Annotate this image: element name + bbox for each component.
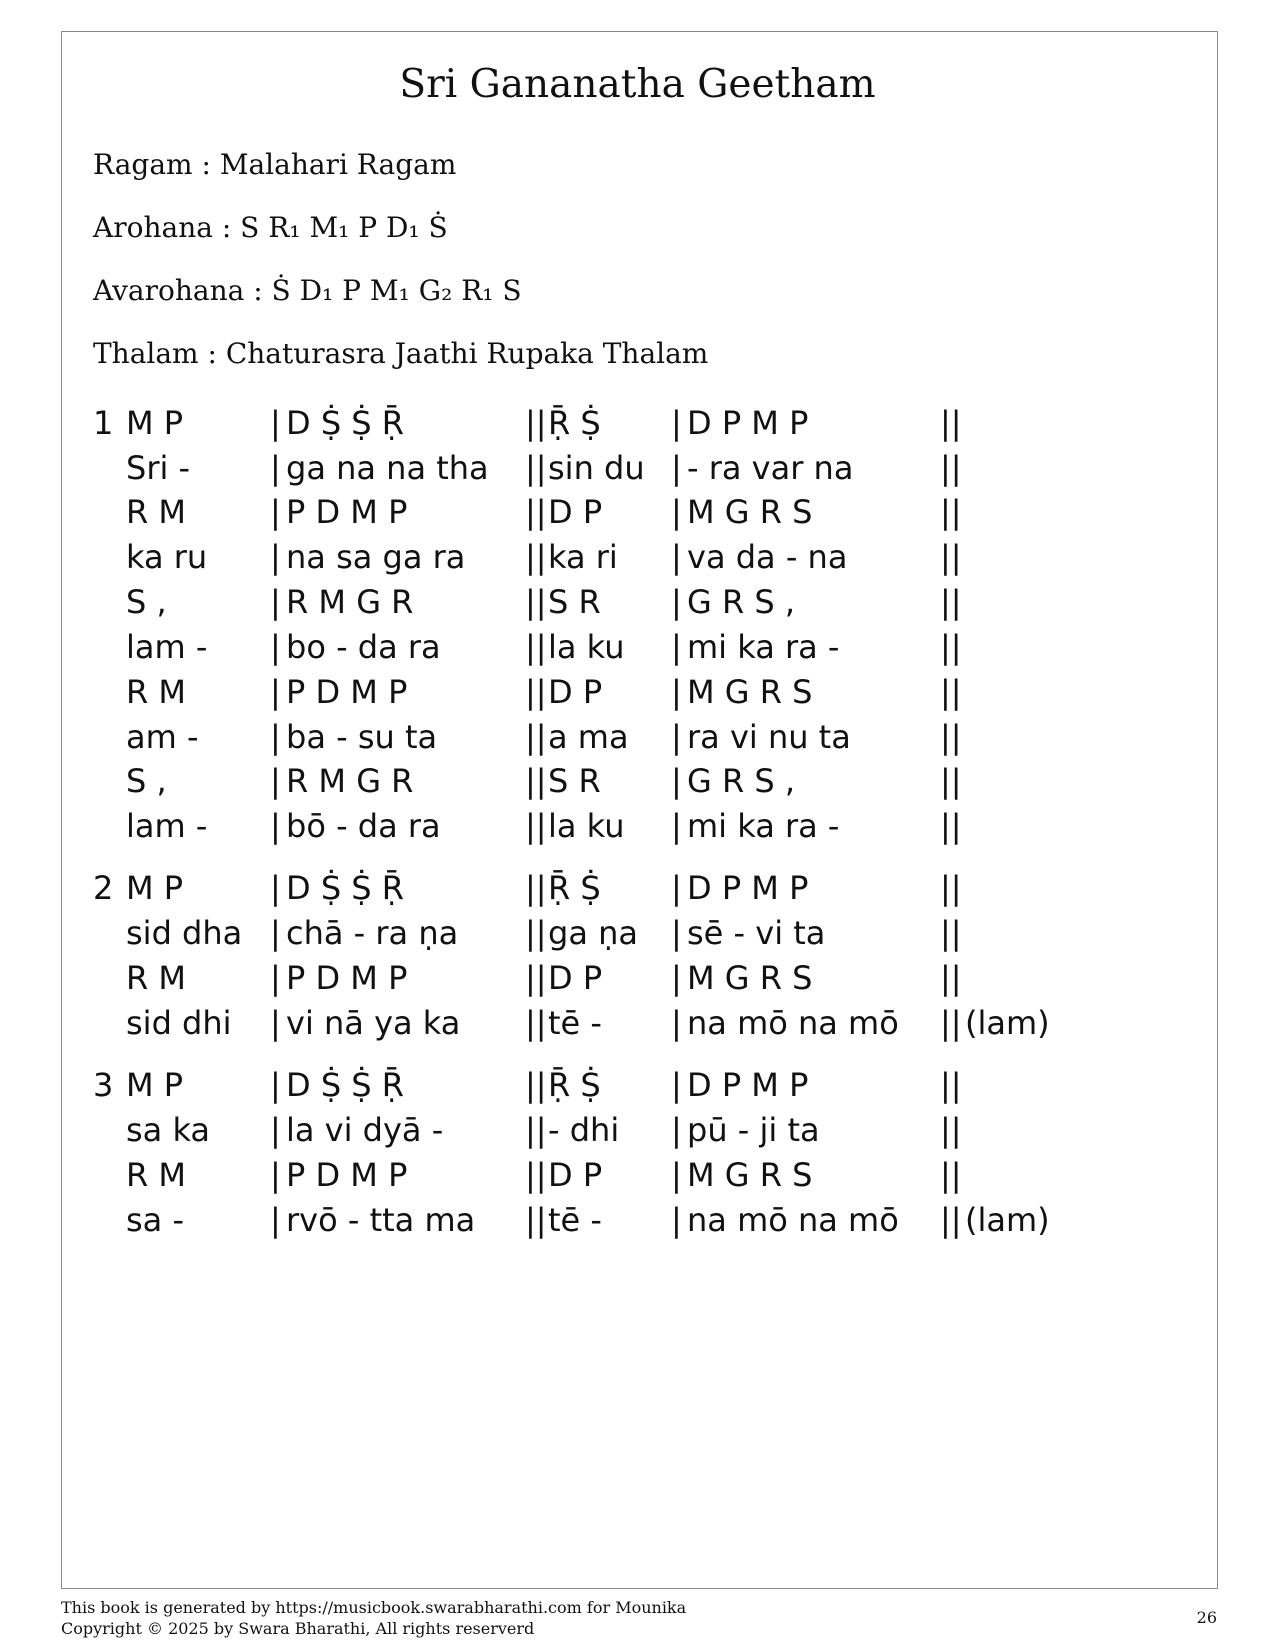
double-bar-separator: || bbox=[940, 869, 962, 907]
notation-cell: - dhi bbox=[548, 1111, 620, 1149]
double-bar-separator: || bbox=[940, 449, 962, 487]
page-title: Sri Gananatha Geetham bbox=[399, 62, 876, 107]
bar-separator: | bbox=[671, 449, 682, 487]
notation-cell: mi ka ra - bbox=[687, 628, 840, 666]
notation-cell: ba - su ta bbox=[286, 718, 438, 756]
double-bar-separator: || bbox=[525, 959, 547, 997]
double-bar-separator: || bbox=[940, 1066, 962, 1104]
double-bar-separator: || bbox=[525, 1066, 547, 1104]
thalam-line: Thalam : Chaturasra Jaathi Rupaka Thalam bbox=[93, 337, 709, 370]
notation-cell: mi ka ra - bbox=[687, 807, 840, 845]
bar-separator: | bbox=[671, 493, 682, 531]
notation-cell: la ku bbox=[548, 807, 625, 845]
notation-cell: ka ru bbox=[126, 538, 208, 576]
notation-cell: R M G R bbox=[286, 583, 414, 621]
notation-cell: ka ri bbox=[548, 538, 618, 576]
notation-cell: P D M P bbox=[286, 673, 408, 711]
double-bar-separator: || bbox=[940, 807, 962, 845]
notation-cell: R M bbox=[126, 1156, 187, 1194]
notation-cell: S R bbox=[548, 762, 601, 800]
bar-separator: | bbox=[270, 914, 281, 952]
notation-cell: S , bbox=[126, 762, 167, 800]
notation-cell: S R bbox=[548, 583, 601, 621]
double-bar-separator: || bbox=[940, 914, 962, 952]
notation-cell: - ra var na bbox=[687, 449, 854, 487]
notation-cell: lam - bbox=[126, 628, 208, 666]
notation-cell: M P bbox=[126, 404, 184, 442]
double-bar-separator: || bbox=[940, 1201, 962, 1239]
bar-separator: | bbox=[270, 628, 281, 666]
notation-cell: M P bbox=[126, 1066, 184, 1104]
bar-separator: | bbox=[671, 538, 682, 576]
arohana-line: Arohana : S R₁ M₁ P D₁ Ṡ bbox=[93, 211, 448, 244]
bar-separator: | bbox=[671, 1156, 682, 1194]
footer-generated-line: This book is generated by https://musicbook.swarabharathi.com for Mounika bbox=[61, 1598, 687, 1617]
notation-cell: M P bbox=[126, 869, 184, 907]
notation-cell: a ma bbox=[548, 718, 629, 756]
double-bar-separator: || bbox=[940, 404, 962, 442]
notation-cell: ga na na tha bbox=[286, 449, 489, 487]
double-bar-separator: || bbox=[525, 914, 547, 952]
notation-cell: sa - bbox=[126, 1201, 184, 1239]
bar-separator: | bbox=[270, 1066, 281, 1104]
notation-cell: D P bbox=[548, 959, 603, 997]
bar-separator: | bbox=[671, 1066, 682, 1104]
notation-cell: M G R S bbox=[687, 493, 813, 531]
notation-cell: M G R S bbox=[687, 1156, 813, 1194]
bar-separator: | bbox=[671, 762, 682, 800]
double-bar-separator: || bbox=[940, 673, 962, 711]
notation-cell: bo - da ra bbox=[286, 628, 441, 666]
double-bar-separator: || bbox=[940, 628, 962, 666]
notation-annotation: (lam) bbox=[965, 1201, 1050, 1239]
notation-cell: D P bbox=[548, 1156, 603, 1194]
bar-separator: | bbox=[671, 1004, 682, 1042]
notation-cell: na mō na mō bbox=[687, 1201, 899, 1239]
bar-separator: | bbox=[270, 807, 281, 845]
bar-separator: | bbox=[671, 583, 682, 621]
bar-separator: | bbox=[270, 404, 281, 442]
double-bar-separator: || bbox=[525, 404, 547, 442]
bar-separator: | bbox=[270, 1156, 281, 1194]
notation-cell: P D M P bbox=[286, 1156, 408, 1194]
notation-cell: D Ṩ Ṩ Ṝ bbox=[286, 404, 405, 442]
bar-separator: | bbox=[671, 1201, 682, 1239]
notation-cell: M G R S bbox=[687, 673, 813, 711]
notation-cell: M G R S bbox=[687, 959, 813, 997]
notation-cell: D Ṩ Ṩ Ṝ bbox=[286, 1066, 405, 1104]
bar-separator: | bbox=[270, 538, 281, 576]
double-bar-separator: || bbox=[525, 628, 547, 666]
section-number: 2 bbox=[93, 869, 114, 907]
notation-cell: R M bbox=[126, 673, 187, 711]
notation-cell: D P bbox=[548, 493, 603, 531]
double-bar-separator: || bbox=[525, 449, 547, 487]
bar-separator: | bbox=[671, 869, 682, 907]
double-bar-separator: || bbox=[940, 583, 962, 621]
notation-cell: D P M P bbox=[687, 1066, 809, 1104]
notation-cell: rvō - tta ma bbox=[286, 1201, 476, 1239]
bar-separator: | bbox=[671, 718, 682, 756]
notation-cell: tē - bbox=[548, 1201, 602, 1239]
section-number: 1 bbox=[93, 404, 114, 442]
double-bar-separator: || bbox=[940, 493, 962, 531]
notation-table bbox=[93, 0, 1093, 1400]
notation-cell: la ku bbox=[548, 628, 625, 666]
bar-separator: | bbox=[671, 628, 682, 666]
bar-separator: | bbox=[270, 762, 281, 800]
notation-cell: sa ka bbox=[126, 1111, 211, 1149]
notation-cell: tē - bbox=[548, 1004, 602, 1042]
bar-separator: | bbox=[671, 404, 682, 442]
bar-separator: | bbox=[671, 673, 682, 711]
notation-cell: pū - ji ta bbox=[687, 1111, 820, 1149]
notation-annotation: (lam) bbox=[965, 1004, 1050, 1042]
bar-separator: | bbox=[270, 449, 281, 487]
notation-cell: G R S , bbox=[687, 583, 796, 621]
notation-cell: D P bbox=[548, 673, 603, 711]
double-bar-separator: || bbox=[525, 583, 547, 621]
bar-separator: | bbox=[270, 1111, 281, 1149]
bar-separator: | bbox=[671, 1111, 682, 1149]
double-bar-separator: || bbox=[525, 718, 547, 756]
notation-cell: P D M P bbox=[286, 959, 408, 997]
bar-separator: | bbox=[270, 869, 281, 907]
bar-separator: | bbox=[671, 959, 682, 997]
notation-cell: sē - vi ta bbox=[687, 914, 826, 952]
bar-separator: | bbox=[270, 1004, 281, 1042]
double-bar-separator: || bbox=[940, 538, 962, 576]
double-bar-separator: || bbox=[525, 673, 547, 711]
double-bar-separator: || bbox=[525, 807, 547, 845]
double-bar-separator: || bbox=[940, 1111, 962, 1149]
double-bar-separator: || bbox=[525, 1111, 547, 1149]
notation-cell: na mō na mō bbox=[687, 1004, 899, 1042]
footer bbox=[61, 1597, 686, 1639]
notation-cell: R M bbox=[126, 959, 187, 997]
double-bar-separator: || bbox=[940, 718, 962, 756]
notation-cell: na sa ga ra bbox=[286, 538, 466, 576]
double-bar-separator: || bbox=[525, 869, 547, 907]
bar-separator: | bbox=[270, 673, 281, 711]
notation-cell: am - bbox=[126, 718, 199, 756]
notation-cell: Ṝ Ṩ bbox=[548, 1066, 601, 1104]
notation-cell: ga ṇa bbox=[548, 914, 638, 952]
notation-cell: sid dhi bbox=[126, 1004, 232, 1042]
notation-cell: Ṝ Ṩ bbox=[548, 404, 601, 442]
bar-separator: | bbox=[671, 807, 682, 845]
bar-separator: | bbox=[270, 718, 281, 756]
notation-cell: la vi dyā - bbox=[286, 1111, 444, 1149]
bar-separator: | bbox=[270, 583, 281, 621]
notation-cell: R M G R bbox=[286, 762, 414, 800]
notation-cell: bō - da ra bbox=[286, 807, 441, 845]
notation-cell: R M bbox=[126, 493, 187, 531]
notation-cell: D P M P bbox=[687, 404, 809, 442]
bar-separator: | bbox=[671, 914, 682, 952]
double-bar-separator: || bbox=[940, 1004, 962, 1042]
notation-cell: P D M P bbox=[286, 493, 408, 531]
avarohana-line: Avarohana : Ṡ D₁ P M₁ G₂ R₁ S bbox=[93, 274, 522, 307]
double-bar-separator: || bbox=[940, 959, 962, 997]
double-bar-separator: || bbox=[525, 1201, 547, 1239]
notation-cell: Ṝ Ṩ bbox=[548, 869, 601, 907]
notation-cell: ra vi nu ta bbox=[687, 718, 851, 756]
page-number: 26 bbox=[1196, 1608, 1217, 1627]
double-bar-separator: || bbox=[525, 493, 547, 531]
bar-separator: | bbox=[270, 493, 281, 531]
bar-separator: | bbox=[270, 959, 281, 997]
double-bar-separator: || bbox=[525, 1004, 547, 1042]
bar-separator: | bbox=[270, 1201, 281, 1239]
double-bar-separator: || bbox=[525, 762, 547, 800]
notation-cell: vi nā ya ka bbox=[286, 1004, 461, 1042]
double-bar-separator: || bbox=[940, 762, 962, 800]
notation-cell: Sri - bbox=[126, 449, 191, 487]
double-bar-separator: || bbox=[525, 538, 547, 576]
notation-cell: D Ṩ Ṩ Ṝ bbox=[286, 869, 405, 907]
notation-cell: D P M P bbox=[687, 869, 809, 907]
notation-cell: lam - bbox=[126, 807, 208, 845]
double-bar-separator: || bbox=[525, 1156, 547, 1194]
notation-cell: G R S , bbox=[687, 762, 796, 800]
notation-cell: va da - na bbox=[687, 538, 848, 576]
ragam-line: Ragam : Malahari Ragam bbox=[93, 148, 457, 181]
section-number: 3 bbox=[93, 1066, 114, 1104]
double-bar-separator: || bbox=[940, 1156, 962, 1194]
notation-cell: chā - ra ṇa bbox=[286, 914, 459, 952]
notation-cell: S , bbox=[126, 583, 167, 621]
notation-cell: sid dha bbox=[126, 914, 243, 952]
notation-cell: sin du bbox=[548, 449, 645, 487]
footer-copyright-line: Copyright © 2025 by Swara Bharathi, All rights reserverd bbox=[61, 1619, 535, 1638]
